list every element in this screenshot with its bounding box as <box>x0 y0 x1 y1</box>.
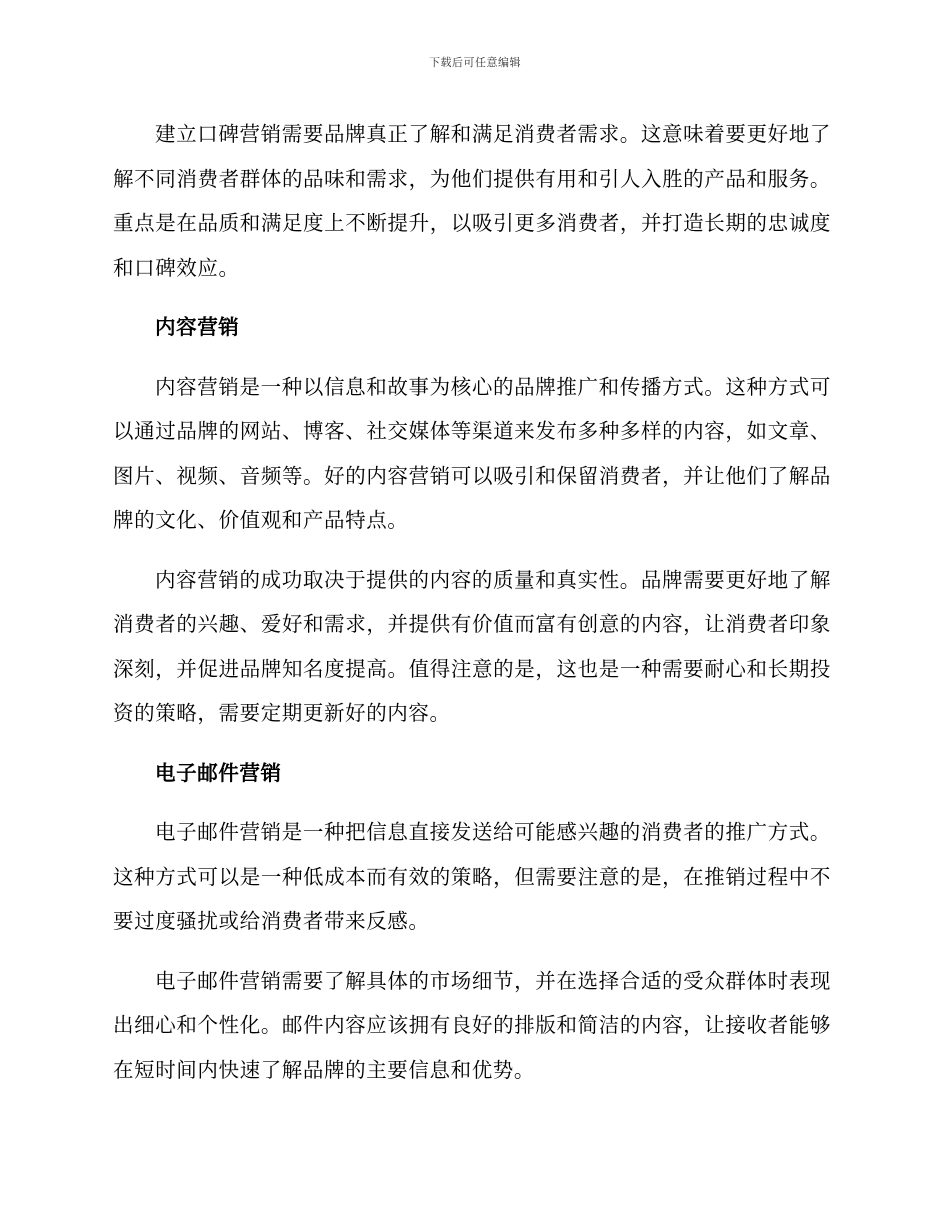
paragraph-content-marketing-success: 内容营销的成功取决于提供的内容的质量和真实性。品牌需要更好地了解消费者的兴趣、爱好和需求，并提供有价值而富有创意的内容，让消费者印象深刻，并促进品牌知名度提高。值得注意的是，这也是一种需要耐心和长期投资的策略，需要定期更新好的内容。 <box>113 567 831 725</box>
paragraph-email-marketing-details: 电子邮件营销需要了解具体的市场细节，并在选择合适的受众群体时表现出细心和个性化。邮件内容应该拥有良好的排版和简洁的内容，让接收者能够在短时间内快速了解品牌的主要信息和优势。 <box>113 968 831 1082</box>
page-header: 下载后可任意编辑 <box>429 56 521 69</box>
section-heading-content-marketing: 内容营销 <box>155 315 240 339</box>
paragraph-content-marketing-intro: 内容营销是一种以信息和故事为核心的品牌推广和传播方式。这种方式可以通过品牌的网站、博客、社交媒体等渠道来发布多种多样的内容，如文章、图片、视频、音频等。好的内容营销可以吸引和保留消费者，并让他们了解品牌的文化、价值观和产品特点。 <box>113 374 831 532</box>
paragraph-email-marketing-intro: 电子邮件营销是一种把信息直接发送给可能感兴趣的消费者的推广方式。这种方式可以是一种低成本而有效的策略，但需要注意的是，在推销过程中不要过度骚扰或给消费者带来反感。 <box>113 820 831 933</box>
paragraph-word-of-mouth: 建立口碑营销需要品牌真正了解和满足消费者需求。这意味着要更好地了解不同消费者群体的品味和需求，为他们提供有用和引人入胜的产品和服务。重点是在品质和满足度上不断提升，以吸引更多消费者，并打造长期的忠诚度和口碑效应。 <box>113 122 831 280</box>
document-body <box>113 112 831 1107</box>
section-heading-email-marketing: 电子邮件营销 <box>155 760 282 785</box>
